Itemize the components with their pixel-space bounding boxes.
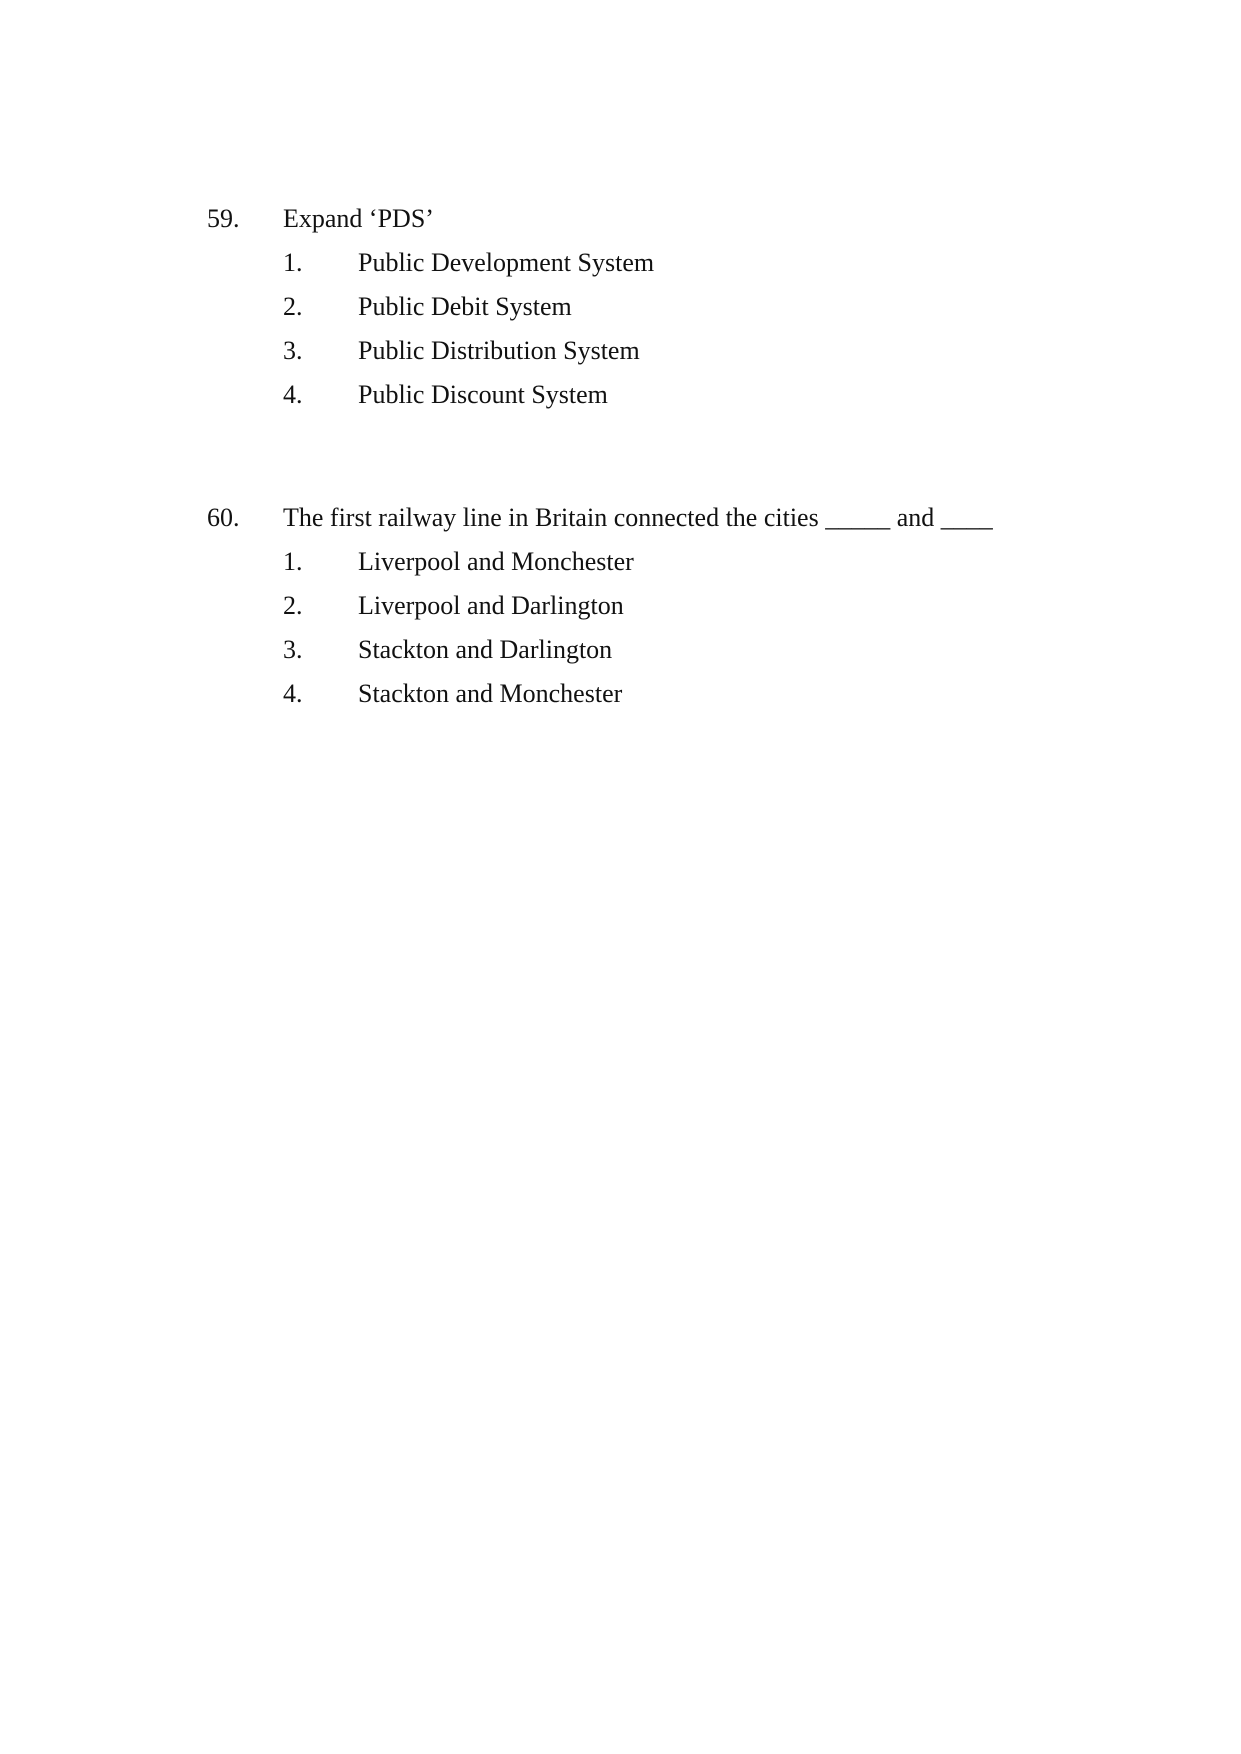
option-number: 1. (283, 248, 303, 277)
question-number: 59. (207, 204, 240, 233)
option-number: 4. (283, 380, 303, 409)
option-item (283, 285, 1107, 329)
option-text: Stackton and Monchester (358, 679, 623, 708)
option-text: Public Development System (358, 248, 655, 277)
option-number: 2. (283, 292, 303, 321)
question-text: Expand ‘PDS’ (283, 204, 434, 233)
question-header (207, 496, 1107, 540)
option-item (283, 373, 1107, 417)
option-number: 3. (283, 635, 303, 664)
option-text: Liverpool and Monchester (358, 547, 634, 576)
option-item (283, 584, 1107, 628)
option-text: Public Debit System (358, 292, 572, 321)
question-59 (207, 197, 1107, 417)
option-list (207, 540, 1107, 716)
option-number: 1. (283, 547, 303, 576)
question-number: 60. (207, 503, 240, 532)
option-item (283, 628, 1107, 672)
option-item (283, 241, 1107, 285)
option-item (283, 540, 1107, 584)
option-list (207, 241, 1107, 417)
option-text: Stackton and Darlington (358, 635, 613, 664)
question-text: The first railway line in Britain connected the cities _____ and ____ (283, 503, 993, 532)
option-item (283, 672, 1107, 716)
option-number: 3. (283, 336, 303, 365)
option-item (283, 329, 1107, 373)
question-60 (207, 496, 1107, 716)
option-number: 4. (283, 679, 303, 708)
option-text: Public Discount System (358, 380, 608, 409)
option-text: Public Distribution System (358, 336, 640, 365)
option-text: Liverpool and Darlington (358, 591, 624, 620)
option-number: 2. (283, 591, 303, 620)
question-header (207, 197, 1107, 241)
